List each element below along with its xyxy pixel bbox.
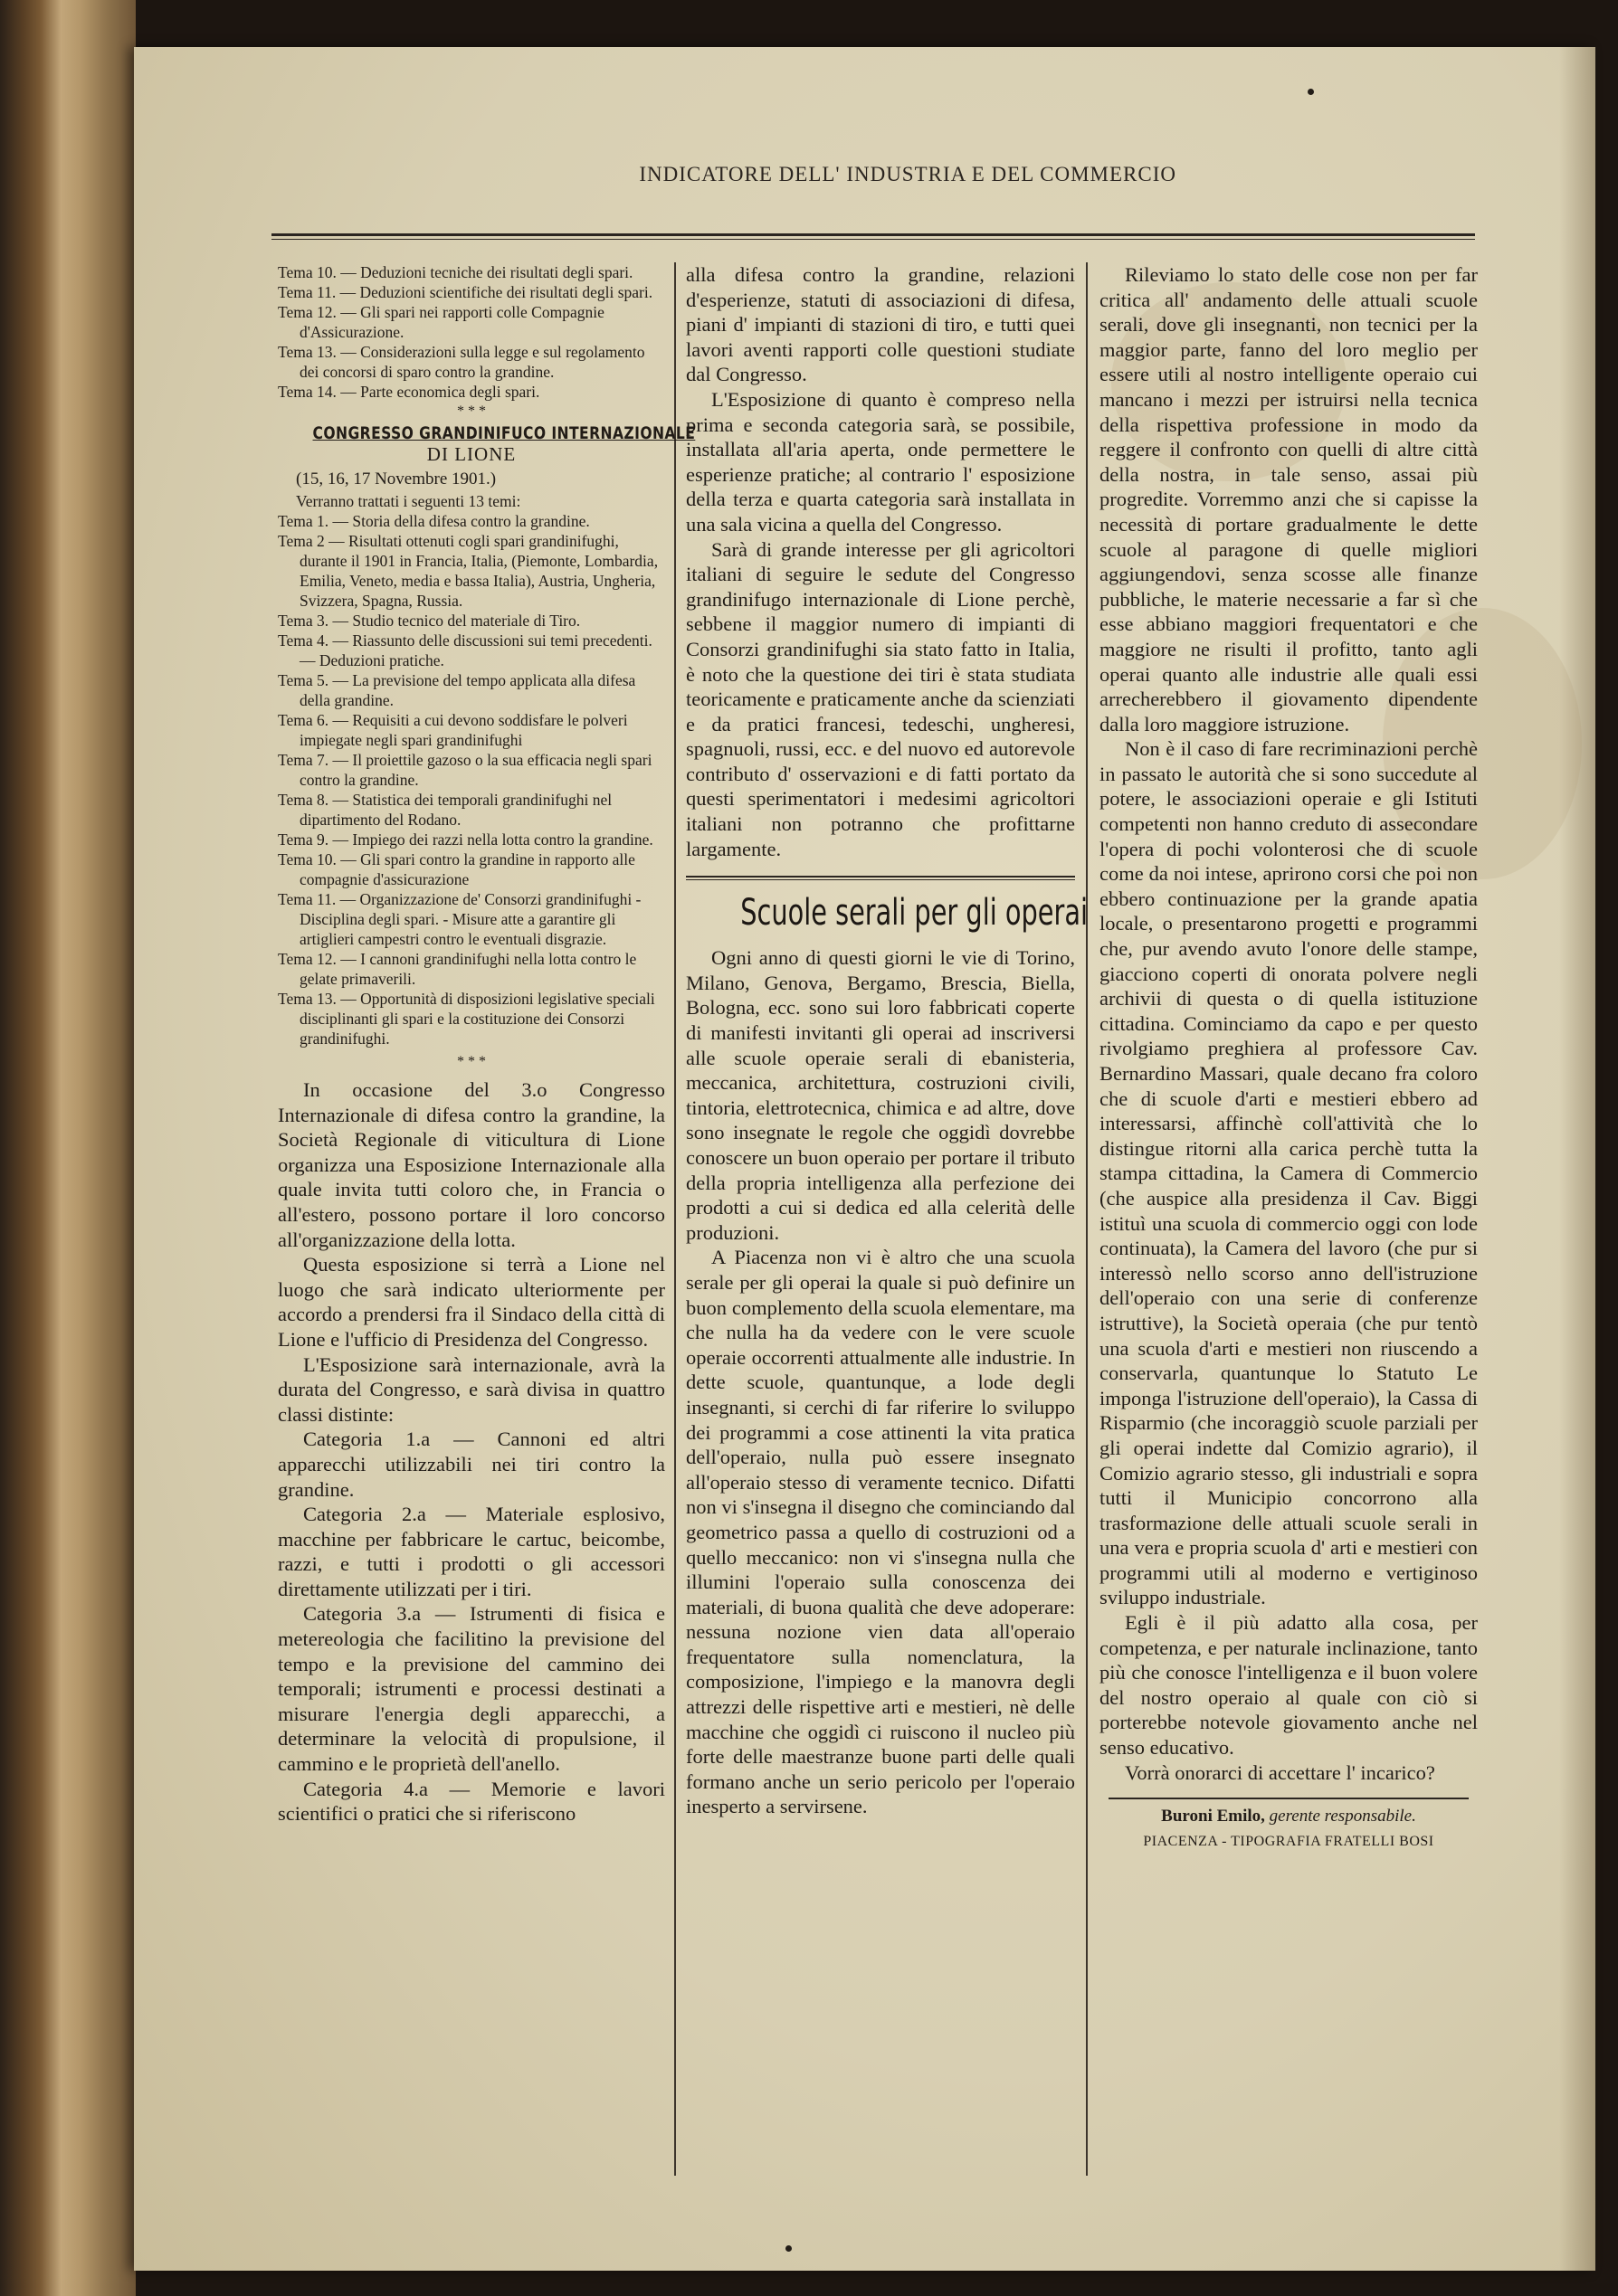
temi-intro: Verranno trattati i seguenti 13 temi: xyxy=(296,492,521,510)
scuole-serali-article xyxy=(686,945,1075,1819)
section-title: Scuole serali per gli operai xyxy=(740,892,1088,935)
tema-item: Tema 2 — Risultati ottenuti cogli spari grandinifughi, durante il 1901 in Francia, Italia, (Piemonte, Lombardia, Emilia, Veneto, media e bassa Italia), Austria, Ungheria, Svizzera, Spagna, Russia. xyxy=(278,532,659,610)
column-1 xyxy=(278,262,696,1826)
printer-imprint: PIACENZA - TIPOGRAFIA FRATELLI BOSI xyxy=(1143,1834,1434,1850)
signature-rule xyxy=(1109,1798,1469,1799)
tema-item: Tema 12. — Gli spari nei rapporti colle Compagnie d'Assicurazione. xyxy=(278,303,604,341)
tema-item: Tema 11. — Deduzioni scientifiche dei risultati degli spari. xyxy=(278,283,653,301)
esposizione-article xyxy=(278,1077,665,1826)
tema-item: Tema 9. — Impiego dei razzi nella lotta contro la grandine. xyxy=(278,830,653,849)
column-rule xyxy=(674,262,676,2176)
tema-item: Tema 8. — Statistica dei temporali grandinifughi nel dipartimento del Rodano. xyxy=(278,791,613,829)
section-rule xyxy=(686,879,1075,880)
signature-role: gerente responsabile. xyxy=(1269,1807,1416,1826)
book-spine-edge xyxy=(0,0,136,2296)
article-paragraph: Categoria 3.a — Istrumenti di fisica e metereologia che facilitino la previsione del tempo e la previsione del cammino dei temporali; istrumenti e processi destinati a misurare l'energia degli apparecchi, a determinare la velocità di propulsione, il cammino e le proprietà dell'anello. xyxy=(278,1602,665,1776)
article-paragraph: Non è il caso di fare recriminazioni perchè in passato le autorità che si sono succedute al potere, le associazioni operaie e gli Istituti competenti non hanno creduto di assecondare l'opera di pochi volonterosi che di scuole come da noi intese, aprirono corsi che poi non ebbero continuazione per la grande apatia locale, o presentarono progetti e programmi che, pur avendo avuto l'onore delle stampe, giacciono coperti di onorata polvere negli archivii di questa o di quella istituzione cittadina. Cominciamo da capo e per questo rivolgiamo preghiera al professore Cav. Bernardino Massari, quale decano fra coloro che di scuole d'arti e mestieri ebbero ad interessarsi, affinchè coll'attività che lo distingue ritorni alla carica perchè tutta la stampa cittadina, la Camera di Commercio (che auspice alla presidenza il Cav. Biggi istituì una scuola di commercio oggi con lode continuata), la Camera del lavoro (che pur si interessò nello scorso anno dell'istruzione dell'operaio con una serie di conferenze istruttive), la Società operaia (che pur tentò una scuola d'arti e mestieri non riuscendo a conservarla, quantunque lo Statuto Le imponga l'istruzione dell'operaio), la Cassa di Risparmio (che incoraggiò scuole parziali per gli operai indette dal Comizio agrario), il Comizio agrario stesso, gli industriali e sopra tutti il Municipio concorrono alla trasformazione delle attuali scuole serali in una vera e propria scuola d' arti e mestieri con programmi utili al moderno e vertiginoso sviluppo industriale. xyxy=(1099,737,1478,1609)
congress-subtitle: DI LIONE xyxy=(426,443,517,465)
esposizione-article-continued xyxy=(686,262,1075,861)
article-paragraph: L'Esposizione di quanto è compreso nella prima e seconda categoria sarà, se possibile, installata all'aria aperta, onde permettere le esperienze pratiche; al contrario l' esposizione della terza e quarta categoria sarà installata in una sala vicina a quella del Congresso. xyxy=(686,387,1075,536)
tema-item: Tema 12. — I cannoni grandinifughi nella lotta contro le gelate primaverili. xyxy=(278,950,637,988)
article-paragraph: Categoria 1.a — Cannoni ed altri apparecchi utilizzabili nei tiri contro la grandine. xyxy=(278,1428,665,1501)
print-speck xyxy=(1308,89,1314,95)
asterism-separator: * * * xyxy=(457,403,486,419)
tema-item: Tema 7. — Il proiettile gazoso o la sua efficacia negli spari contro la grandine. xyxy=(278,751,652,789)
article-paragraph: Categoria 2.a — Materiale esplosivo, macchine per fabbricare le cartuc, beicombe, razzi, e tutti i prodotti o gli accessori direttamente utilizzati per i tiri. xyxy=(278,1503,665,1600)
article-paragraph: Rileviamo lo stato delle cose non per far critica all' andamento delle attuali scuole serali, dove gli insegnanti, non tecnici per la maggior parte, fanno del loro meglio per essere utili al nostro intelligente operaio cui mancano i mezzi per istruirsi nella tecnica della rispettiva professione in modo da reggere il confronto con quelli di altre città della nostra, in tale senso, assai più progredite. Vorremmo anzi che si capisse la necessità di portare gradualmente le dette scuole al paragone di quelle migliori aggiungendovi, senza scosse alle finanze pubbliche, le materie necessarie a far sì che esse abbiano maggiori frequentatori e che maggiore ne risulti il profitto, tanto agli operai quanto alle industrie alle quali essi arrecherebbero il giovamento dipendente dalla loro maggiore istruzione. xyxy=(1099,263,1478,735)
asterism-separator: * * * xyxy=(457,1054,486,1069)
column-3 xyxy=(1099,262,1478,1850)
column-rule xyxy=(1086,262,1088,2176)
tema-item: Tema 3. — Studio tecnico del materiale di Tiro. xyxy=(278,612,581,630)
signature-name: Buroni Emilo, xyxy=(1161,1807,1265,1826)
signature xyxy=(1099,1807,1478,1826)
section-rule xyxy=(686,876,1075,878)
tema-item: Tema 13. — Considerazioni sulla legge e sul regolamento dei concorsi di sparo contro la grandine. xyxy=(278,343,645,381)
scuole-serali-article-continued xyxy=(1099,262,1478,1785)
article-paragraph: Categoria 4.a — Memorie e lavori scientifici o pratici che si riferiscono xyxy=(278,1777,665,1826)
tema-item: Tema 4. — Riassunto delle discussioni sui temi precedenti. — Deduzioni pratiche. xyxy=(278,631,652,669)
temi-list-2 xyxy=(278,491,665,1048)
column-2 xyxy=(686,262,1088,1819)
running-header: INDICATORE DELL' INDUSTRIA E DEL COMMERCIO xyxy=(639,163,1176,185)
print-speck xyxy=(785,2245,792,2252)
page-fold-shadow xyxy=(1559,47,1595,2271)
tema-item: Tema 10. — Gli spari contro la grandine in rapporto alle compagnie d'assicurazione xyxy=(278,850,635,888)
article-paragraph: In occasione del 3.o Congresso Internazionale di difesa contro la grandine, la Società Regionale di viticultura di Lione organizza una Esposizione Internazionale alla quale invita tutti coloro che, in Francia o all'estero, possono portare il loro concorso all'organizzazione della lotta. xyxy=(278,1078,665,1251)
tema-item: Tema 14. — Parte economica degli spari. xyxy=(278,383,540,401)
article-paragraph: Vorrà onorarci di accettare l' incarico? xyxy=(1125,1760,1435,1784)
tema-item: Tema 5. — La previsione del tempo applicata alla difesa della grandine. xyxy=(278,671,636,709)
congress-dates: (15, 16, 17 Novembre 1901.) xyxy=(296,470,497,489)
tema-item: Tema 11. — Organizzazione de' Consorzi grandinifughi - Disciplina degli spari. - Misure atte a garantire gli artiglieri campestri contro le eventuali disgrazie. xyxy=(278,890,642,948)
article-paragraph: Sarà di grande interesse per gli agricoltori italiani di seguire le sedute del Congresso grandinifugo internazionale di Lione perchè, sebbene il maggior numero di impianti di Consorzi grandinifughi sia stato fatto in Italia, è noto che la questione dei tiri è stata studiata teoricamente e praticamente anche da scienziati e da pratici francesi, tedeschi, ungheresi, spagnuoli, russi, ecc. e del nuovo ed autorevole contributo d' osservazioni e di fatti portato da questi sperimentatori i medesimi agricoltori italiani non potranno che profittarne largamente. xyxy=(686,537,1075,860)
header-rule xyxy=(271,233,1475,240)
article-paragraph: Egli è il più adatto alla cosa, per competenza, e per naturale inclinazione, tanto più che conosce l'intelligenza e il buon volere del nostro operaio al quale con ciò si porterebbe notevole giovamento anche nel senso educativo. xyxy=(1099,1611,1478,1760)
congress-title: CONGRESSO GRANDINIFUCO INTERNAZIONALE xyxy=(312,423,696,443)
temi-list-1 xyxy=(278,262,665,402)
tema-item: Tema 1. — Storia della difesa contro la grandine. xyxy=(278,512,590,530)
article-paragraph: Questa esposizione si terrà a Lione nel luogo che sarà indicato ulteriormente per accordo a prendersi fra il Sindaco della città di Lione e l'ufficio di Presidenza del Congresso. xyxy=(278,1253,665,1351)
tema-item: Tema 10. — Deduzioni tecniche dei risultati degli spari. xyxy=(278,263,633,281)
article-paragraph: Ogni anno di questi giorni le vie di Torino, Milano, Genova, Bergamo, Brescia, Biella, Bologna, ecc. sono sui loro fabbricati coperte di manifesti invitanti gli operai ad inscriversi alle scuole operaie serali di ebanisteria, meccanica, architettura, costruzioni civili, tintoria, elettrotecnica, chimica e ad altre, dove sono insegnate le regole che oggidì dovrebbe conoscere un buon operaio per portare il tributo della propria intelligenza alla perfezione dei prodotti a cui si dedica ed alla celerità delle produzioni. xyxy=(686,946,1075,1244)
tema-item: Tema 13. — Opportunità di disposizioni legislative speciali disciplinanti gli spari e la costituzione dei Consorzi grandinifughi. xyxy=(278,990,655,1048)
article-paragraph: alla difesa contro la grandine, relazioni d'esperienze, statuti di associazioni di difesa, piani d' impianti di stazioni di tiro, e tutti quei lavori aventi rapporti colle questioni studiate dal Congresso. xyxy=(686,263,1075,386)
tema-item: Tema 6. — Requisiti a cui devono soddisfare le polveri impiegate negli spari grandinifughi xyxy=(278,711,628,749)
article-paragraph: L'Esposizione sarà internazionale, avrà la durata del Congresso, e sarà divisa in quattro classi distinte: xyxy=(278,1352,665,1426)
article-paragraph: A Piacenza non vi è altro che una scuola serale per gli operai la quale si può definire un buon complemento della scuola elementare, ma che nulla ha da vedere con le vere scuole operaie occorrenti attualmente alle industrie. In dette scuole, quantunque, a lode degli insegnanti, si cerchi di far riferire lo sviluppo dei programmi a cose attinenti la vita pratica dell'operaio, nulla può essere insegnato all'operaio stesso di veramente tecnico. Difatti non vi s'insegna il disegno che cominciando dal geometrico passa a quello di costruzioni od a quello meccanico: non vi s'insegna nulla che illumini l'operaio sulla conoscenza dei materiali, di buona qualità che deve adoperare: nessuna nozione vien data all'operaio frequentatore sulla nomenclatura, la composizione, l'impiego e la manovra degli attrezzi delle rispettive arti e mestieri, nè delle macchine che oggidì ci ruiscono il nucleo più forte delle maestranze buone parti delle quali formano anche un serio pericolo per l'operaio inesperto a servirsene. xyxy=(686,1246,1075,1818)
